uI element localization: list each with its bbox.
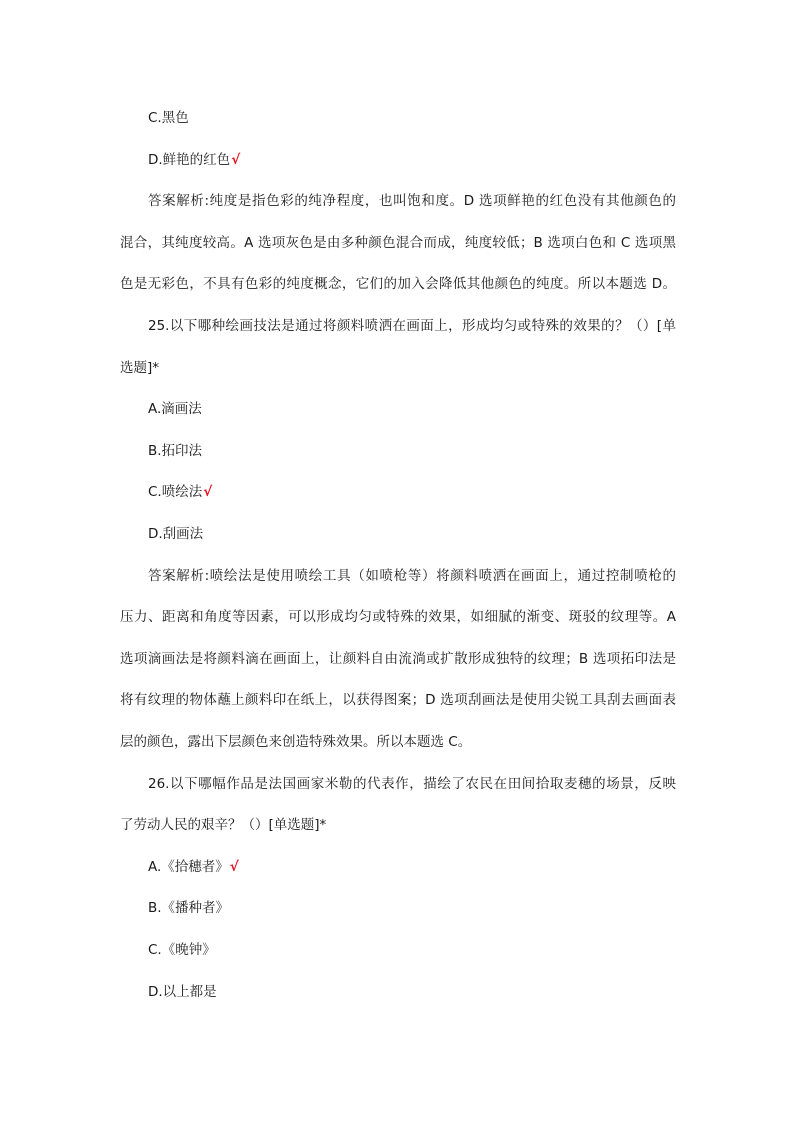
q26-option-b [148,898,229,918]
q25-option-c [148,482,212,502]
q26-option-a [148,857,239,877]
q25-analysis-line-5: 层的颜色，露出下层颜色来创造特殊效果。所以本题选 C。 [120,734,472,750]
q26-question-line-1: 26.以下哪幅作品是法国画家米勒的代表作，描绘了农民在田间拾取麦穗的场景，反映 [148,776,676,792]
option-text: C.喷绘法 [148,484,203,500]
q26-option-c [148,940,216,960]
correct-check-icon: √ [203,484,213,500]
q24-option-d [148,150,240,170]
q25-analysis-line-3: 选项滴画法是将颜料滴在画面上，让颜料自由流淌或扩散形成独特的纹理；B 选项拓印法是 [120,651,676,667]
option-text: B.《播种者》 [148,900,230,916]
q25-analysis-line-4: 将有纹理的物体蘸上颜料印在纸上，以获得图案；D 选项刮画法是使用尖锐工具刮去画面表 [120,692,676,708]
option-text: A.滴画法 [148,401,202,417]
q24-analysis-line-2: 混合，其纯度较高。A 选项灰色是由多种颜色混合而成，纯度较低；B 选项白色和 C 选项黑 [120,235,676,251]
option-text: B.拓印法 [148,443,203,459]
option-text: A.《拾穗者》 [148,859,229,875]
q25-option-b [148,441,202,461]
q24-option-c [148,108,189,128]
q25-analysis-line-1: 答案解析:喷绘法是使用喷绘工具（如喷枪等）将颜料喷洒在画面上，通过控制喷枪的 [148,568,676,584]
option-text: C.《晚钟》 [148,942,216,958]
q24-analysis-line-3: 色是无彩色，不具有色彩的纯度概念，它们的加入会降低其他颜色的纯度。所以本题选 D。 [120,276,676,292]
correct-check-icon: √ [229,859,239,875]
q25-question-line-1: 25.以下哪种绘画技法是通过将颜料喷洒在画面上，形成均匀或特殊的效果的？（）[单 [148,318,676,334]
q26-question-line-2: 了劳动人民的艰辛？（）[单选题]* [120,817,327,833]
q25-question-line-2: 选题]* [120,360,160,376]
q24-analysis-line-1: 答案解析:纯度是指色彩的纯净程度，也叫饱和度。D 选项鲜艳的红色没有其他颜色的 [148,193,676,209]
option-text: D.鲜艳的红色 [148,152,231,168]
q25-option-d [148,524,203,544]
q25-analysis-line-2: 压力、距离和角度等因素，可以形成均匀或特殊的效果，如细腻的渐变、斑驳的纹理等。A [120,609,676,625]
option-text: D.以上都是 [148,984,217,1000]
option-text: C.黑色 [148,110,189,126]
correct-check-icon: √ [231,152,241,168]
q25-option-a [148,399,202,419]
option-text: D.刮画法 [148,526,204,542]
q26-option-d [148,982,217,1002]
